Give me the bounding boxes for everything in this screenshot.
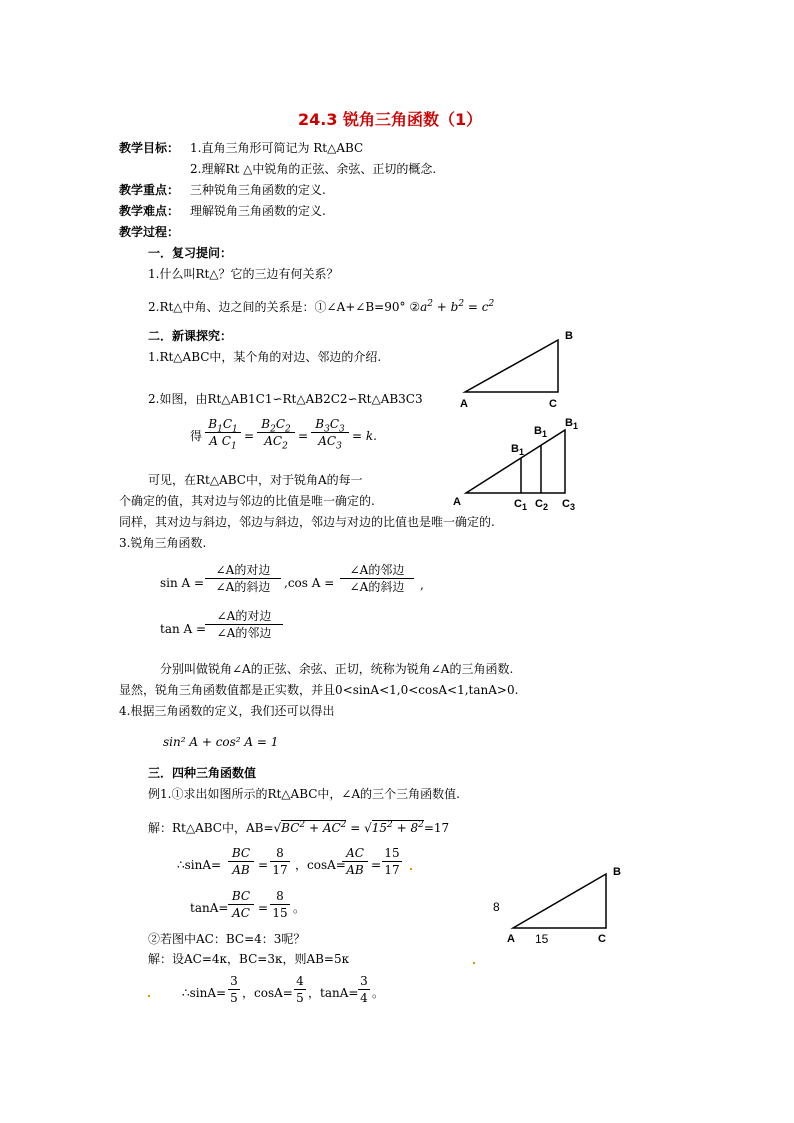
sina-fraction-symbolic: BC AB: [228, 846, 254, 877]
tana-label: tanA=: [190, 901, 229, 915]
period-sol2: 。: [372, 986, 385, 1000]
sina-fraction-value: 8 17: [270, 846, 290, 877]
section3-ex2: ②若图中AC：BC=4：3呢？: [148, 932, 306, 946]
sin-lhs: sin A =: [160, 576, 205, 590]
decorative-dot: [473, 962, 475, 964]
section2-p2: 2.如图，由Rt△AB1C1∽Rt△AB2C2∽Rt△AB3C3: [148, 392, 423, 406]
equals-1: =: [244, 429, 255, 443]
cos-lhs: ,cos A =: [284, 576, 335, 590]
fig2-label-c2: $C_2$: [535, 498, 548, 513]
sina-label: ∴sinA=: [177, 858, 222, 872]
pythagoras-formula: $a^2 + b^2 = c^2$: [420, 299, 495, 314]
fig1-label-c: C: [549, 398, 557, 410]
decorative-dot: [148, 995, 150, 997]
fig2-label-b2: $B_1$: [534, 425, 547, 440]
fig3-label-a: A: [507, 933, 515, 945]
triangle-abc: [465, 340, 558, 392]
sqrt-expression: $√BC^2 + AC^2 = √15^2 + 8^2$: [273, 820, 424, 835]
section2-p4: 3.锐角三角函数.: [119, 536, 207, 550]
equals-tana: =: [258, 901, 269, 915]
solution-1: 解：Rt△ABC中，$AB=√BC^2 + AC^2 = √15^2 + 8^2=17$: [148, 820, 450, 835]
tan-fraction: ∠A的对边 ∠A的邻边: [205, 609, 283, 640]
sol2-cosa-fraction: 4 5: [294, 974, 306, 1005]
section1-q1: 1.什么叫Rt△？它的三边有何关系？: [148, 267, 339, 281]
fig1-label-a: A: [460, 398, 468, 410]
fig2-label-c3: $C_3$: [562, 498, 575, 513]
key-point-text: 三种锐角三角函数的定义.: [190, 183, 326, 197]
triangle-abc-example: [513, 874, 606, 928]
sol2-tana-label: ，tanA=: [308, 986, 359, 1000]
section3-heading: 三．四种三角函数值: [148, 766, 257, 780]
key-point-label: 教学重点：: [119, 183, 180, 197]
sol2-tana-fraction: 3 4: [358, 974, 370, 1005]
process-label: 教学过程：: [119, 225, 180, 239]
ratio-k: = k.: [352, 429, 377, 443]
ratio-3: $B_3C_3$ $AC_3$: [311, 417, 349, 448]
cos-fraction: ∠A的邻边 ∠A的斜边: [340, 563, 414, 594]
fig3-label-c: C: [598, 933, 606, 945]
equals-cosa: =: [371, 858, 382, 872]
triangle-figure-3: [505, 866, 625, 936]
difficulty-text: 理解锐角三角函数的定义.: [190, 204, 326, 218]
solution-2: 解：设AC=4κ，BC=3κ，则AB=5κ: [148, 952, 350, 966]
sin-fraction: ∠A的对边 ∠A的斜边: [205, 563, 281, 594]
section2-p3c: 同样，其对边与斜边，邻边与斜边，邻边与对边的比值也是唯一确定的.: [119, 515, 495, 529]
ratio-2: $B_2C_2$ $AC_2$: [257, 417, 295, 448]
de-text: 得: [190, 429, 203, 443]
page-title: 24.3 锐角三角函数（1）: [298, 110, 483, 129]
triangle-outer: [466, 430, 565, 493]
section1-q2: 2.Rt△中角、边之间的关系是：①∠A+∠B=90° $②a^2 + b^2 = c^2$: [148, 299, 495, 314]
section2-p3b: 个确定的值，其对边与邻边的比值是唯一确定的.: [119, 494, 375, 508]
tana-fraction-symbolic: BC AC: [228, 889, 254, 920]
fig3-label-b: B: [613, 866, 621, 878]
period-tana: 。: [293, 901, 306, 915]
sol2-sina-fraction: 3 5: [228, 974, 240, 1005]
sol2-cosa-label: ，cosA=: [242, 986, 293, 1000]
cosa-fraction-value: 15 17: [382, 846, 402, 877]
objectives-label: 教学目标：: [119, 141, 180, 155]
section2-p1: 1.Rt△ABC中，某个角的对边、邻边的介绍.: [148, 350, 382, 364]
equals-sina: =: [258, 858, 269, 872]
section1-heading: 一．复习提问：: [148, 246, 233, 260]
cosa-fraction-symbolic: AC AB: [342, 846, 368, 877]
section2-p5: 分别叫做锐角∠A的正弦、余弦、正切，统称为锐角∠A的三角函数.: [160, 662, 514, 676]
decorative-dot: [410, 868, 412, 870]
fig2-label-b3: $B_1$: [565, 417, 578, 432]
section2-p7: 4.根据三角函数的定义，我们还可以得出: [119, 704, 335, 718]
section2-p3a: 可见，在Rt△ABC中，对于锐角A的每一: [148, 473, 363, 487]
tan-lhs: tan A =: [160, 622, 207, 636]
fig2-label-b1: $B_1$: [511, 443, 524, 458]
objective-1: 1.直角三角形可简记为 Rt△ABC: [190, 141, 364, 155]
fig3-side-15: 15: [535, 932, 549, 946]
difficulty-label: 教学难点：: [119, 204, 180, 218]
fig1-label-b: B: [565, 330, 573, 342]
section3-ex1: 例1.①求出如图所示的Rt△ABC中，∠A的三个三角函数值.: [148, 787, 460, 801]
ratio-1: $B_1C_1$ A $C_1$: [205, 417, 241, 448]
identity-formula: sin² A + cos² A = 1: [163, 735, 279, 749]
comma-after-cos: ,: [420, 578, 424, 592]
cosa-label: ，cosA=: [295, 858, 346, 872]
fig2-label-a: A: [453, 496, 461, 508]
objective-2: 2.理解Rt △中锐角的正弦、余弦、正切的概念.: [190, 162, 437, 176]
fig3-side-8: 8: [493, 900, 500, 914]
fig2-label-c1: $C_1$: [514, 498, 527, 513]
section2-p6: 显然，锐角三角函数值都是正实数，并且0<sinA<1,0<cosA<1,tanA>0.: [119, 683, 519, 697]
tana-fraction-value: 8 15: [270, 889, 290, 920]
equals-2: =: [298, 429, 309, 443]
section2-heading: 二．新课探究：: [148, 329, 233, 343]
sol2-sina-label: ∴sinA=: [182, 986, 227, 1000]
